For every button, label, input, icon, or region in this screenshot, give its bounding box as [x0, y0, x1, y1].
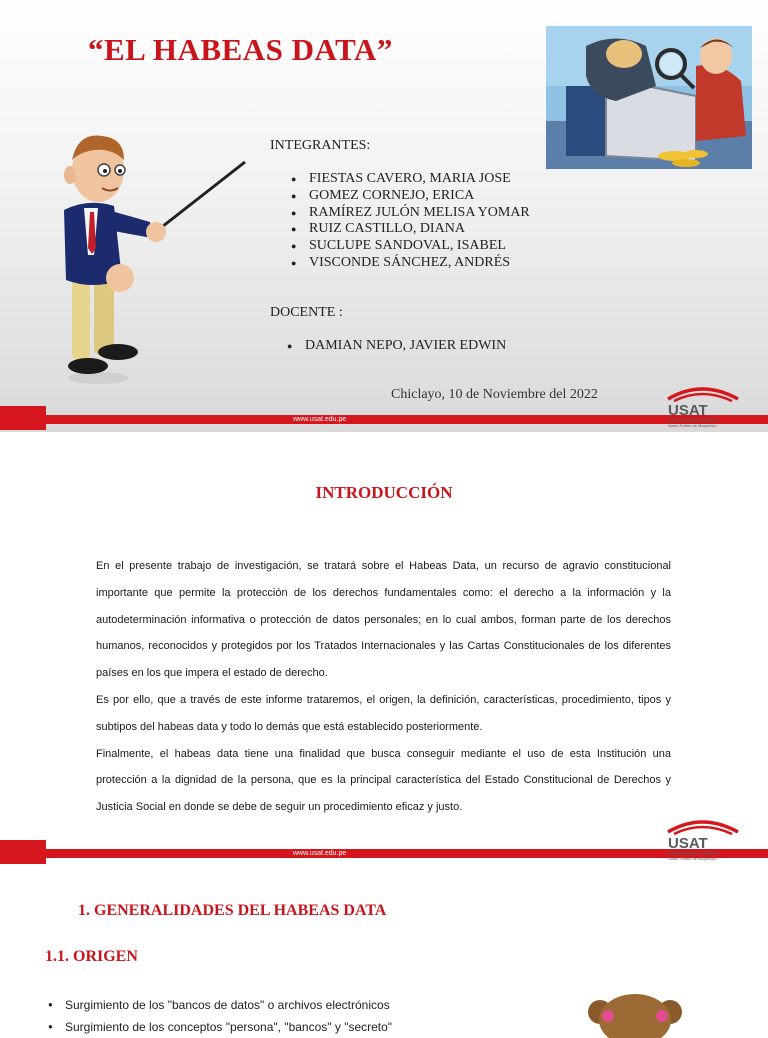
usat-logo-text: USAT	[668, 835, 708, 852]
footer-url: www.usat.edu.pe	[293, 416, 347, 423]
svg-text:Universidad Católica: Universidad Católica	[668, 418, 719, 424]
hacker-illustration	[546, 26, 752, 169]
svg-text:Universidad Católica: Universidad Católica	[668, 851, 719, 857]
list-item: ● RAMÍREZ JULÓN MELISA YOMAR	[291, 205, 530, 222]
list-item: ● Surgimiento de los "bancos de datos" o archivos electrónicos	[48, 994, 392, 1016]
list-item: ● SUCLUPE SANDOVAL, ISABEL	[291, 238, 530, 255]
integrantes-list	[291, 171, 530, 272]
generalidades-slide	[0, 864, 768, 1034]
svg-text:Santo Toribio de Mogrovejo: Santo Toribio de Mogrovejo	[668, 423, 717, 428]
origen-list	[48, 994, 392, 1038]
usat-logo-text: USAT	[668, 402, 708, 419]
pointer-stick	[158, 162, 245, 230]
list-item: ● VISCONDE SÁNCHEZ, ANDRÉS	[291, 255, 530, 272]
section-heading: 1. GENERALIDADES DEL HABEAS DATA	[78, 902, 387, 919]
usat-logo	[664, 816, 740, 862]
intro-paragraph: En el presente trabajo de investigación, se tratará sobre el Habeas Data, un recurso de agravio constitucional importante que permite la protección de los derechos fundamentales como: el derecho a la información y la autodeterminación informativa o protección de datos personales; en lo cual ambos, forman parte de los derechos humanos, reconocidos y protegidos por los Tratados Internacionales y las Cartas Constitucionales de los diferentes países en los que impera el estado de derecho.	[96, 560, 671, 680]
list-item: ● DAMIAN NEPO, JAVIER EDWIN	[287, 338, 506, 355]
integrantes-label: INTEGRANTES:	[270, 138, 371, 153]
docente-label: DOCENTE :	[270, 305, 343, 320]
slide-footer	[0, 840, 768, 864]
title-slide	[0, 0, 768, 432]
intro-paragraph: Es por ello, que a través de este informe trataremos, el origen, la definición, características, procedimiento, tipos y subtipos del habeas data y todo lo demás que está establecido posteriormente.	[96, 693, 671, 733]
list-item: ● FIESTAS CAVERO, MARIA JOSE	[291, 171, 530, 188]
list-item: ● Surgimiento de los conceptos "persona", "bancos" y "secreto"	[48, 1016, 392, 1038]
intro-slide	[0, 433, 768, 863]
subsection-heading: 1.1. ORIGEN	[45, 948, 138, 965]
docente-list	[287, 338, 506, 355]
svg-text:Santo Toribio de Mogrovejo: Santo Toribio de Mogrovejo	[668, 856, 717, 861]
presentation-date: Chiclayo, 10 de Noviembre del 2022	[391, 387, 598, 402]
intro-body	[96, 553, 671, 821]
usat-logo	[664, 383, 740, 429]
girl-illustration	[580, 990, 690, 1024]
footer-url: www.usat.edu.pe	[293, 850, 347, 857]
teacher-illustration	[50, 130, 250, 385]
intro-paragraph: Finalmente, el habeas data tiene una finalidad que busca conseguir mediante el uso de esta Institución una protección a la dignidad de la persona, que es la principal característica del Estado Constitucional de Derechos y Justicia Social en donde se debe de seguir un procedimiento eficaz y justo.	[96, 747, 671, 814]
list-item: ● RUIZ CASTILLO, DIANA	[291, 221, 530, 238]
slide-footer	[0, 406, 768, 430]
list-item: ● GOMEZ CORNEJO, ERICA	[291, 188, 530, 205]
intro-title: INTRODUCCIÓN	[315, 483, 453, 502]
slide-title: “EL HABEAS DATA”	[88, 32, 393, 67]
